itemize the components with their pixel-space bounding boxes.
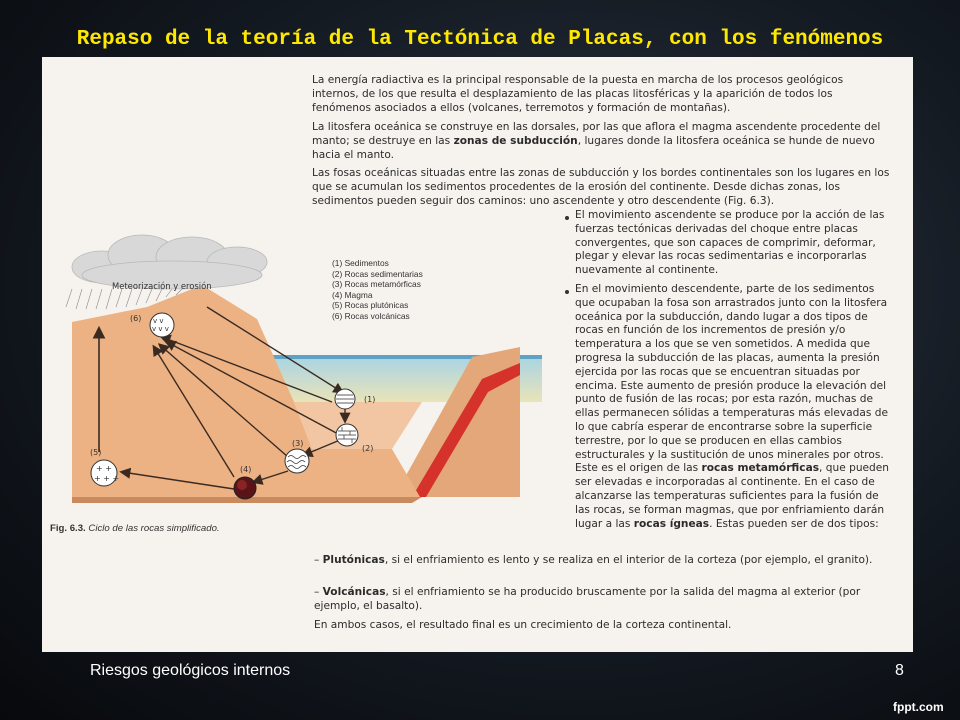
bullet-descendente-text-1: En el movimiento descendente, parte de los sedimentos que ocupaban la fosa son arrastrados junto con la litosfera oceánica por la subducción, dando lugar a dos tipos de rocas en función de los incrementos de presión y/o temperatura a los que se ven sometidos. A medida que progresa la subducción de las placas, aumenta la presión ejercida por las rocas que se encuentran situadas por encima. Este aumento de presión produce la elevación del punto de fusión de las rocas; por esta razón, muchas de ellas permanecen sólidas a temperaturas más elevadas de lo que cabría esperar de encontrarse sobre la superficie terrestre, por lo que se producen en ellas cambios estructurales y la sustitución de unos minerales por otros. Este es el origen de las	[575, 283, 888, 475]
bullet-dot	[565, 290, 569, 294]
figure-caption-text: Ciclo de las rocas simplificado.	[88, 523, 220, 534]
paragraph-conclusion: En ambos casos, el resultado final es un crecimiento de la corteza continental.	[314, 619, 732, 631]
term-volcanicas: Volcánicas	[322, 586, 386, 598]
label-2: (2)	[362, 444, 374, 453]
svg-text:+ + +: + + +	[94, 474, 120, 483]
svg-text:+ +: + +	[96, 464, 112, 473]
marker-sediments	[335, 389, 355, 409]
label-1: (1)	[364, 395, 376, 404]
slide-number: 8	[895, 662, 904, 679]
bullet-descendente	[575, 283, 895, 531]
term-rocas-metamorficas: rocas metamórficas	[701, 462, 820, 475]
term-plutonicas: Plutónicas	[322, 554, 385, 566]
brand-logo: fppt.com	[893, 700, 944, 714]
term-rocas-igneas: rocas ígneas	[633, 517, 710, 530]
term-zonas-subduccion: zonas de subducción	[453, 134, 578, 147]
legend-item: (4) Magma	[332, 289, 373, 300]
cloud-label: Meteorización y erosión	[112, 281, 212, 291]
svg-text:v v v: v v v	[152, 325, 169, 333]
bullet-ascendente: El movimiento ascendente se produce por la acción de las fuerzas tectónicas derivadas del choque entre placas convergentes, que son capaces de comprimir, deformar, plegar y elevar las rocas sedimentarias e incorporarlas nuevamente al continente.	[575, 209, 885, 277]
label-3: (3)	[292, 439, 304, 448]
diagram-legend	[332, 258, 423, 322]
svg-text:v v: v v	[153, 317, 164, 325]
item-volcanicas-text: , si el enfriamiento se ha producido bruscamente por la salida del magma al exterior (por ejemplo, el basalto).	[314, 586, 861, 612]
paragraph-litosfera-text-1: La litosfera oceánica se construye en las dorsales, por las que aflora el magma ascendente procedente del manto; se destruye en las	[312, 121, 881, 147]
label-5: (5)	[90, 448, 102, 457]
bullet-dot	[565, 216, 569, 220]
bullet-descendente-text-2: , que pueden ser elevadas e incorporadas al continente. En el caso de alcanzarse las temperaturas suficientes para la fusión de las rocas, se forman magmas, que por enfriamiento darán lugar a las	[575, 462, 890, 530]
figure-caption-number: Fig. 6.3.	[50, 523, 86, 534]
legend-item: (3) Rocas metamórficas	[332, 279, 421, 290]
label-4: (4)	[240, 465, 252, 474]
bullet-descendente-text-3: . Estas pueden ser de dos tipos:	[709, 517, 879, 530]
slide-title: Repaso de la teoría de la Tectónica de Placas, con los fenómenos	[76, 28, 884, 51]
sediment-basin	[294, 402, 422, 449]
item-plutonicas-text: , si el enfriamiento es lento y se realiza en el interior de la corteza (por ejemplo, el granito).	[384, 554, 873, 566]
paragraph-fosas: Las fosas oceánicas situadas entre las zonas de subducción y los bordes continentales son los lugares en los que se acumulan los sedimentos procedentes de la erosión del continente. Desde dichas zonas, los sedimentos pueden seguir dos caminos: uno ascendente y otro descendente (Fig. 6.3).	[312, 167, 890, 207]
footer-title: Riesgos geológicos internos	[90, 662, 291, 679]
paragraph-energia: La energía radiactiva es la principal responsable de la puesta en marcha de los procesos geológicos internos, de los que resulta el desplazamiento de las placas litosféricas y la aparición de todos los fenómenos asociados a ellos (volcanes, terremotos y formación de montañas).	[312, 74, 844, 114]
item-volcanicas: – Volcánicas, si el enfriamiento se ha producido bruscamente por la salida del magma al exterior (por ejemplo, el basalto).	[314, 586, 861, 612]
figure-caption	[50, 523, 220, 534]
legend-item: (5) Rocas plutónicas	[332, 300, 409, 311]
marker-sedimentary-rocks	[336, 424, 358, 446]
legend-item: (2) Rocas sedimentarias	[332, 268, 423, 279]
marker-magma	[234, 477, 256, 499]
textbook-page	[42, 57, 913, 652]
paragraph-litosfera-text-2: , lugares donde la litosfera oceánica se hunde de nuevo hacia el manto.	[312, 134, 875, 161]
marker-volcanic-rocks	[150, 313, 174, 337]
label-6: (6)	[130, 314, 142, 323]
legend-item: (6) Rocas volcánicas	[332, 310, 410, 321]
item-plutonicas: – Plutónicas, si el enfriamiento es lento y se realiza en el interior de la corteza (por ejemplo, el granito).	[314, 554, 873, 566]
rock-cycle-diagram	[42, 57, 562, 527]
legend-item: (1) Sedimentos	[332, 258, 389, 268]
marker-metamorphic-rocks	[285, 449, 309, 473]
